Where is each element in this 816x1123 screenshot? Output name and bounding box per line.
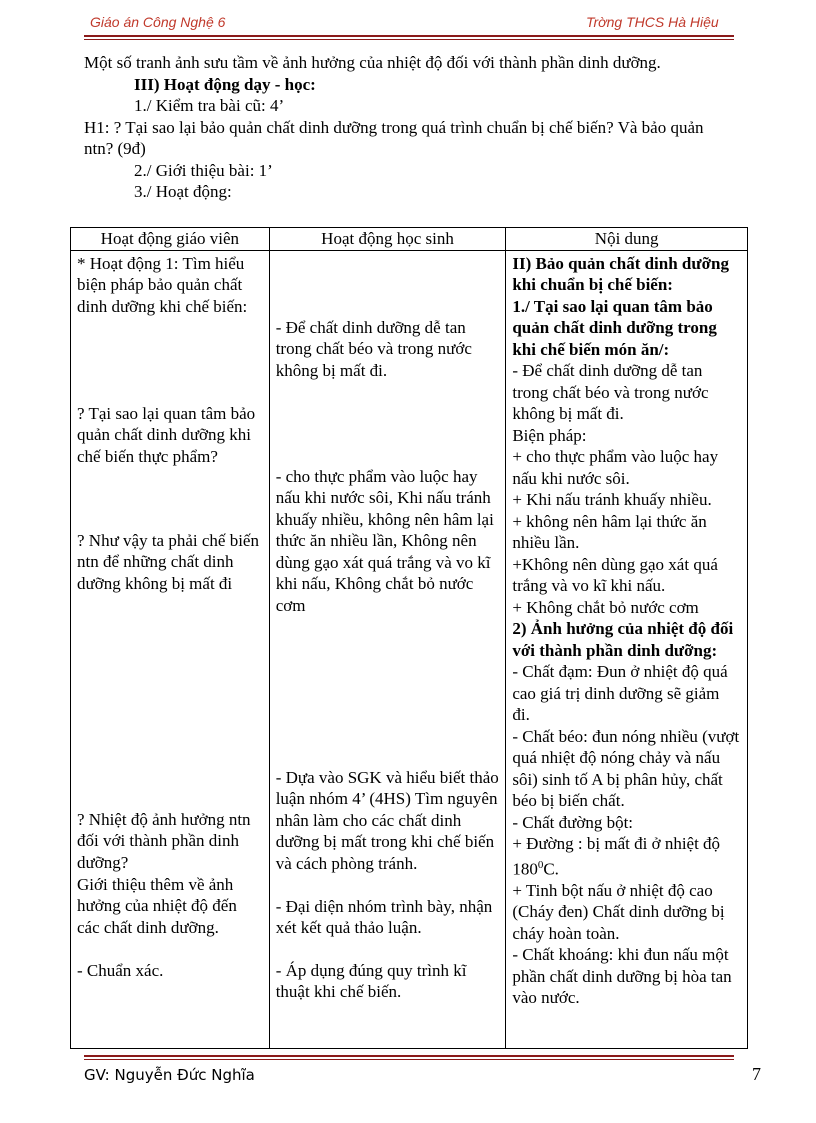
step-1: 1./ Kiểm tra bài cũ: 4’	[134, 96, 285, 115]
content-text: + Khi nấu tránh khuấy nhiều.	[512, 490, 712, 509]
lesson-table	[70, 227, 748, 1049]
header-rule-thin	[84, 39, 734, 40]
teacher-cell	[71, 250, 270, 1048]
step-3: 3./ Hoạt động:	[134, 182, 232, 201]
step-2: 2./ Giới thiệu bài: 1’	[134, 160, 273, 180]
content-text: Biện pháp:	[512, 425, 587, 445]
content-subheading-2: 2) Ảnh hưởng của nhiệt độ đối với thành phần dinh dưỡng:	[512, 619, 734, 660]
student-answer-1: - Để chất dinh dưỡng dễ tan trong chất béo và trong nước không bị mất đi.	[275, 317, 472, 380]
header-left: Giáo án Công Nghệ 6	[90, 14, 226, 30]
content-subheading-1: 1./ Tại sao lại quan tâm bảo quản chất dinh dưỡng trong khi chế biến món ăn/:	[512, 296, 717, 359]
content-text-part: C.	[543, 859, 559, 879]
footer-rule	[84, 1055, 734, 1057]
content-text: - Chất khoáng: khi đun nấu một phần chất dinh dưỡng bị hòa tan vào nước.	[512, 945, 732, 1008]
footer-rule-thin	[84, 1059, 734, 1060]
content-heading: II) Bảo quản chất dinh dưỡng khi chuẩn bị chế biến:	[512, 253, 729, 294]
header-right: Trờng THCS Hà Hiệu	[586, 14, 719, 30]
header-student: Hoạt động học sinh	[269, 228, 506, 251]
content-text: + Tinh bột nấu ở nhiệt độ cao (Cháy đen) Chất dinh dưỡng bị cháy hoàn toàn.	[512, 880, 725, 943]
page-number: 7	[752, 1064, 761, 1084]
content-text: + không nên hâm lại thức ăn nhiều lần.	[512, 511, 707, 552]
section-heading: III) Hoạt động dạy - học:	[134, 74, 316, 94]
student-answer-5: - Áp dụng đúng quy trình kĩ thuật khi chế biến.	[275, 960, 467, 1001]
review-question: H1: ? Tại sao lại bảo quản chất dinh dưỡng trong quá trình chuẩn bị chế biến? Và bảo quản ntn? (9đ)	[84, 117, 704, 158]
teacher-conclusion: - Chuẩn xác.	[77, 960, 164, 980]
header-content: Nội dung	[506, 228, 748, 251]
teacher-question-1: ? Tại sao lại quan tâm bảo quản chất dinh dưỡng khi chế biến thực phẩm?	[77, 403, 256, 466]
header-teacher: Hoạt động giáo viên	[71, 228, 270, 251]
teacher-note: Giới thiệu thêm về ảnh hưởng của nhiệt độ đến các chất dinh dưỡng.	[77, 874, 237, 937]
content-text: + Không chắt bỏ nước cơm	[512, 597, 699, 617]
teacher-activity-1: * Hoạt động 1: Tìm hiểu biện pháp bảo quản chất dinh dưỡng khi chế biến:	[77, 253, 248, 316]
intro	[84, 52, 734, 203]
content-text: - Để chất dinh dưỡng dễ tan trong chất béo và trong nước không bị mất đi.	[512, 361, 709, 423]
student-cell	[269, 250, 506, 1048]
student-answer-4: - Đại diện nhóm trình bày, nhận xét kết quả thảo luận.	[275, 896, 493, 937]
table-header-row	[71, 228, 748, 251]
teacher-question-3: ? Nhiệt độ ảnh hưởng ntn đối với thành phần dinh dưỡng?	[77, 809, 251, 872]
content-text	[512, 833, 741, 880]
content-text: +Không nên dùng gạo xát quá trắng và vo kĩ khi nấu.	[512, 554, 718, 595]
content-text: - Chất béo: đun nóng nhiều (vượt quá nhiệt độ nóng chảy và nấu sôi) sinh tố A bị phân hủy, chất béo bị biến chất.	[512, 726, 740, 810]
student-answer-3: - Dựa vào SGK và hiểu biết thảo luận nhóm 4’ (4HS) Tìm nguyên nhân làm cho các chất dinh dưỡng bị mất trong khi chế biến và cách phòng tránh.	[275, 767, 499, 873]
table-row	[71, 250, 748, 1048]
student-answer-2: - cho thực phẩm vào luộc hay nấu khi nước sôi, Khi nấu tránh khuấy nhiều, không nên hâm lại thức ăn nhiều lần, Không nên dùng gạo xát quá trắng và vo kĩ khi nấu, Không chắt bỏ nước cơm	[275, 466, 494, 615]
content-text: - Chất đường bột:	[512, 812, 634, 832]
content-text-part: + Đường : bị mất đi ở nhiệt độ 180	[512, 834, 721, 879]
footer-author: GV: Nguyễn Đức Nghĩa	[84, 1066, 255, 1084]
content-cell	[506, 250, 748, 1048]
degree-superscript: 0	[537, 858, 544, 871]
teacher-question-2: ? Như vậy ta phải chế biến ntn để những chất dinh dưỡng không bị mất đi	[77, 530, 259, 593]
header-rule	[84, 35, 734, 37]
content-text: - Chất đạm: Đun ở nhiệt độ quá cao giá trị dinh dưỡng sẽ giảm đi.	[512, 662, 728, 724]
intro-line: Một số tranh ảnh sưu tầm về ảnh hưởng của nhiệt độ đối với thành phần dinh dưỡng.	[84, 53, 661, 72]
content-text: + cho thực phẩm vào luộc hay nấu khi nước sôi.	[512, 447, 719, 488]
